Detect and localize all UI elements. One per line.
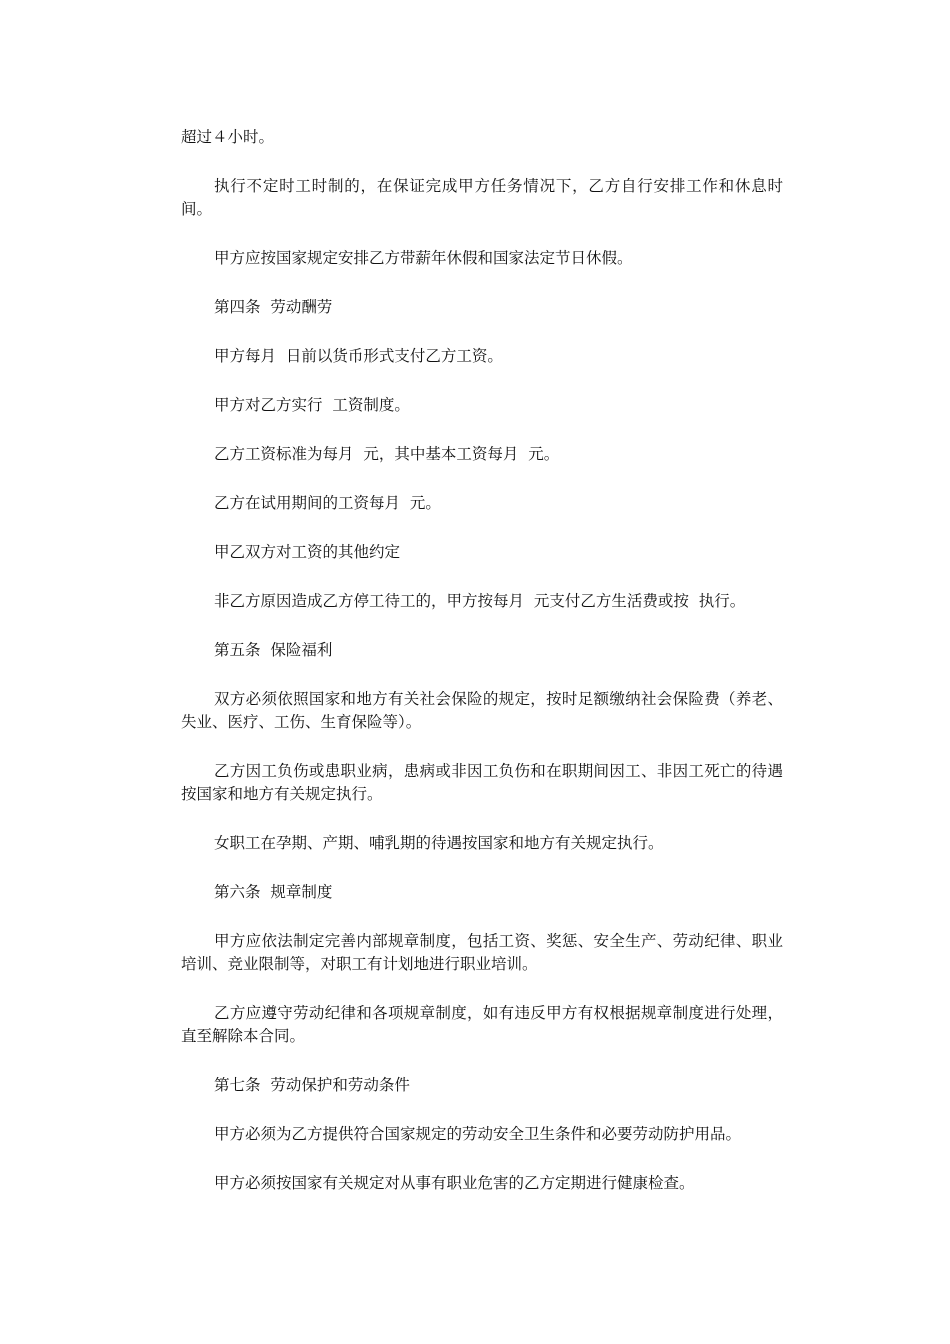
heading-article-5: 第五条 保险福利 [214,641,333,659]
paragraph-hours-limit: 超过４小时。 [181,128,275,146]
paragraph-other-wage-terms: 甲乙双方对工资的其他约定 [214,543,401,561]
paragraph-internal-rules: 甲方应依法制定完善内部规章制度，包括工资、奖惩、安全生产、劳动纪律、职业培训、竞业限制等，对职工有计划地进行职业培训。 [181,932,783,973]
paragraph-discipline: 乙方应遵守劳动纪律和各项规章制度，如有违反甲方有权根据规章制度进行处理，直至解除本合同。 [181,1004,783,1045]
paragraph-wage-standard: 乙方工资标准为每月 元，其中基本工资每月 元。 [214,445,560,463]
paragraph-health-check: 甲方必须按国家有关规定对从事有职业危害的乙方定期进行健康检查。 [214,1174,695,1192]
paragraph-flexible-hours: 执行不定时工时制的，在保证完成甲方任务情况下，乙方自行安排工作和休息时间。 [181,177,783,218]
paragraph-pay-date: 甲方每月 日前以货币形式支付乙方工资。 [214,347,503,365]
paragraph-paid-leave: 甲方应按国家规定安排乙方带薪年休假和国家法定节日休假。 [214,249,633,267]
heading-article-7: 第七条 劳动保护和劳动条件 [214,1076,410,1094]
paragraph-work-injury: 乙方因工负伤或患职业病，患病或非因工负伤和在职期间因工、非因工死亡的待遇按国家和地方有关规定执行。 [181,762,783,803]
paragraph-social-insurance: 双方必须依照国家和地方有关社会保险的规定，按时足额缴纳社会保险费（养老、失业、医疗、工伤、生育保险等）。 [181,690,783,731]
paragraph-work-stoppage: 非乙方原因造成乙方停工待工的，甲方按每月 元支付乙方生活费或按 执行。 [214,592,746,610]
paragraph-safety-conditions: 甲方必须为乙方提供符合国家规定的劳动安全卫生条件和必要劳动防护用品。 [214,1125,742,1143]
paragraph-female-workers: 女职工在孕期、产期、哺乳期的待遇按国家和地方有关规定执行。 [214,834,664,852]
paragraph-wage-system: 甲方对乙方实行 工资制度。 [214,396,410,414]
document-body [181,126,783,1221]
heading-article-4: 第四条 劳动酬劳 [214,298,333,316]
heading-article-6: 第六条 规章制度 [214,883,333,901]
paragraph-probation-wage: 乙方在试用期间的工资每月 元。 [214,494,441,512]
